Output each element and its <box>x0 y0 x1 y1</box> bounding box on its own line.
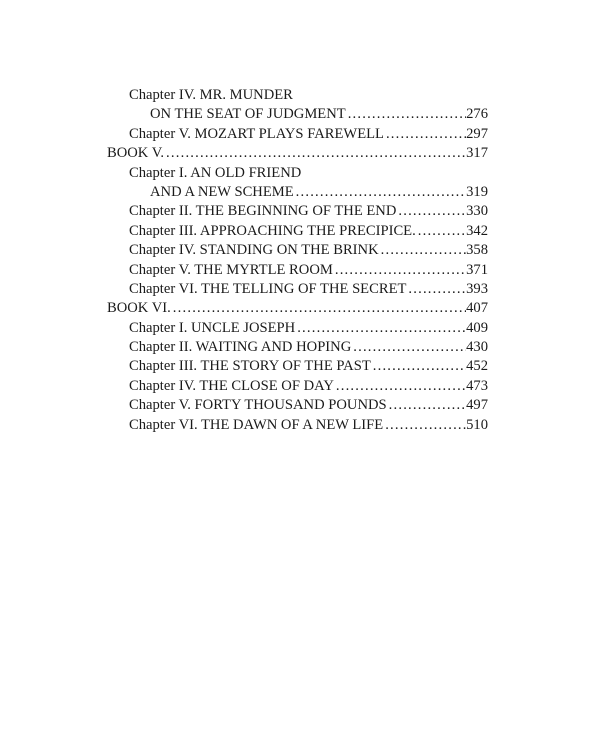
toc-chapter-entry <box>107 222 488 241</box>
toc-page-number: 371 <box>466 261 488 278</box>
toc-page-number: 407 <box>466 300 488 317</box>
toc-chapter-entry <box>107 338 488 357</box>
toc-entry-label: Chapter VI. THE DAWN OF A NEW LIFE <box>129 416 384 433</box>
dot-leader <box>379 241 466 260</box>
toc-chapter-entry <box>107 183 488 202</box>
toc-page-number: 430 <box>466 339 488 356</box>
toc-page-number: 473 <box>466 377 488 394</box>
toc-chapter-entry <box>107 280 488 299</box>
toc-entry-label: Chapter III. APPROACHING THE PRECIPICE. <box>129 222 416 239</box>
toc-page-number: 330 <box>466 203 488 220</box>
toc-page-number: 317 <box>466 145 488 162</box>
toc-entry-label: Chapter V. FORTY THOUSAND POUNDS <box>129 397 387 414</box>
toc-page-number: 358 <box>466 242 488 259</box>
dot-leader <box>295 319 466 338</box>
dot-leader <box>416 222 466 241</box>
dot-leader <box>406 280 466 299</box>
toc-entry-label: Chapter II. WAITING AND HOPING <box>129 339 352 356</box>
dot-leader <box>396 202 466 221</box>
toc-entry-label: AND A NEW SCHEME <box>150 183 294 200</box>
toc-chapter-entry <box>107 202 488 221</box>
toc-page-number: 276 <box>466 106 488 123</box>
toc-entry-label: BOOK VI. <box>107 300 171 317</box>
toc-entry-label: Chapter I. UNCLE JOSEPH <box>129 319 296 336</box>
dot-leader <box>334 377 466 396</box>
dot-leader <box>171 299 466 318</box>
dot-leader <box>333 261 466 280</box>
dot-leader <box>294 183 466 202</box>
toc-entry-label: Chapter V. MOZART PLAYS FAREWELL <box>129 125 384 142</box>
toc-chapter-entry <box>107 261 488 280</box>
toc-chapter-entry <box>107 125 488 144</box>
toc-page-number: 409 <box>466 319 488 336</box>
toc-entry-label: Chapter I. AN OLD FRIEND <box>129 164 302 181</box>
toc-entry-label: Chapter IV. THE CLOSE OF DAY <box>129 377 334 394</box>
table-of-contents <box>107 86 488 435</box>
dot-leader <box>351 338 466 357</box>
dot-leader <box>384 125 466 144</box>
toc-page-number: 452 <box>466 358 488 375</box>
dot-leader <box>371 357 466 376</box>
toc-chapter-entry <box>107 377 488 396</box>
dot-leader <box>346 105 466 124</box>
toc-page-number: 497 <box>466 397 488 414</box>
toc-chapter-entry <box>107 396 488 415</box>
toc-book-entry <box>107 299 488 318</box>
dot-leader <box>383 416 466 435</box>
toc-entry-label: BOOK V. <box>107 145 165 162</box>
toc-chapter-entry <box>107 105 488 124</box>
toc-page-number: 342 <box>466 222 488 239</box>
toc-entry-label: Chapter IV. STANDING ON THE BRINK <box>129 242 379 259</box>
toc-page-number: 297 <box>466 125 488 142</box>
toc-chapter-entry <box>107 416 488 435</box>
toc-page-number: 393 <box>466 280 488 297</box>
toc-chapter-entry <box>107 357 488 376</box>
toc-entry-label: Chapter III. THE STORY OF THE PAST <box>129 358 371 375</box>
toc-entry-label: Chapter IV. MR. MUNDER <box>129 87 293 103</box>
toc-chapter-entry <box>107 241 488 260</box>
dot-leader <box>387 396 466 415</box>
toc-book-entry <box>107 144 488 163</box>
toc-entry-label: ON THE SEAT OF JUDGMENT <box>150 106 346 123</box>
toc-chapter-entry <box>107 164 488 183</box>
toc-entry-label: Chapter VI. THE TELLING OF THE SECRET <box>129 280 407 297</box>
toc-page-number: 319 <box>466 183 488 200</box>
dot-leader <box>164 144 466 163</box>
toc-page-number: 510 <box>466 416 488 433</box>
toc-entry-label: Chapter V. THE MYRTLE ROOM <box>129 261 333 278</box>
toc-chapter-entry <box>107 86 488 105</box>
toc-entry-label: Chapter II. THE BEGINNING OF THE END <box>129 203 397 220</box>
toc-chapter-entry <box>107 319 488 338</box>
